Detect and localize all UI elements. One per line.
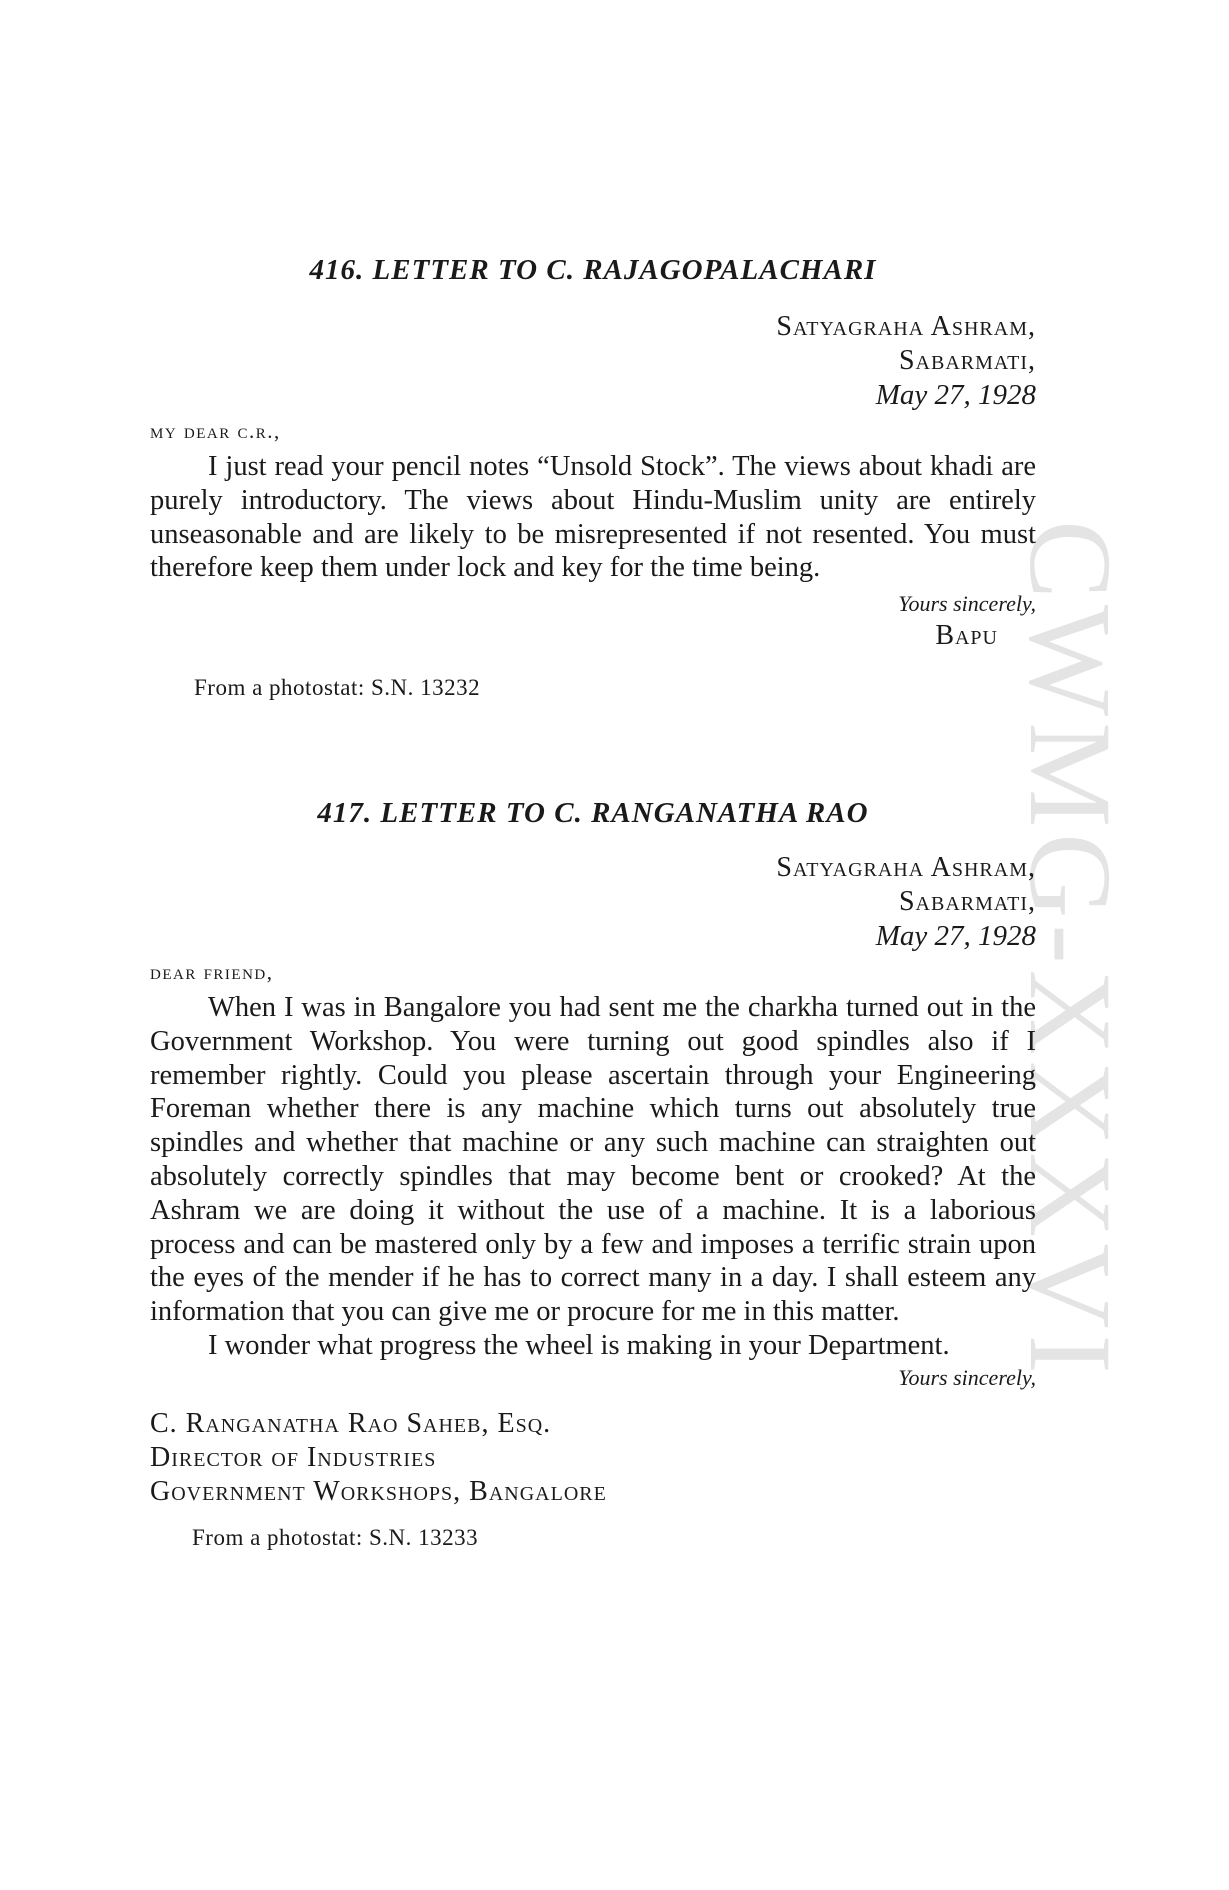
letter-date: May 27, 1928 <box>875 920 1036 952</box>
paragraph: When I was in Bangalore you had sent me the charkha turned out in the Government Workshop. You were turning out good spindles also if I remember rightly. Could you please ascertain through your Engineering Foreman whether there is any machine which turns out absolutely true spindles and whether that machine or any such machine can straighten out absolutely correctly spindles that may become bent or crooked? At the Ashram we are doing it without the use of a machine. It is a laborious process and can be mastered only by a few and imposes a terrific strain upon the eyes of the mender if he has to correct many in a day. I shall esteem any information that you can give me or procure for me in this matter. <box>150 992 1036 1328</box>
salutation: my dear c.r., <box>150 419 281 443</box>
closing: Yours sincerely, <box>898 591 1036 617</box>
paragraph: I wonder what progress the wheel is making in your Department. <box>208 1329 950 1361</box>
salutation: dear friend, <box>150 960 274 984</box>
source-note: From a photostat: S.N. 13232 <box>194 675 481 701</box>
recipient-line: Director of Industries <box>150 1441 437 1473</box>
paragraph: I just read your pencil notes “Unsold Stock”. The views about khadi are purely introductory. The views about Hindu-Muslim unity are entirely unseasonable and are likely to be misrepresented if not resented. You must therefore keep them under lock and key for the time being. <box>150 451 1036 584</box>
address-line: Sabarmati, <box>898 886 1036 917</box>
source-note: From a photostat: S.N. 13233 <box>192 1524 479 1550</box>
recipient-line: C. Ranganatha Rao Saheb, Esq. <box>150 1407 552 1439</box>
letter-title: 417. LETTER TO C. RANGANATHA RAO <box>317 797 869 829</box>
letter-417 <box>150 795 1036 1553</box>
letter-date: May 27, 1928 <box>875 379 1036 411</box>
letter-416 <box>150 252 1036 703</box>
letter-title: 416. LETTER TO C. RAJAGOPALACHARI <box>309 254 877 286</box>
address-line: Satyagraha Ashram, <box>776 311 1036 342</box>
address-line: Satyagraha Ashram, <box>776 852 1036 883</box>
watermark-text: CWMG-XXXVI <box>1005 520 1137 1380</box>
closing: Yours sincerely, <box>898 1364 1036 1390</box>
recipient-line: Government Workshops, Bangalore <box>150 1475 607 1507</box>
address-line: Sabarmati, <box>898 345 1036 376</box>
signature: Bapu <box>935 620 998 652</box>
